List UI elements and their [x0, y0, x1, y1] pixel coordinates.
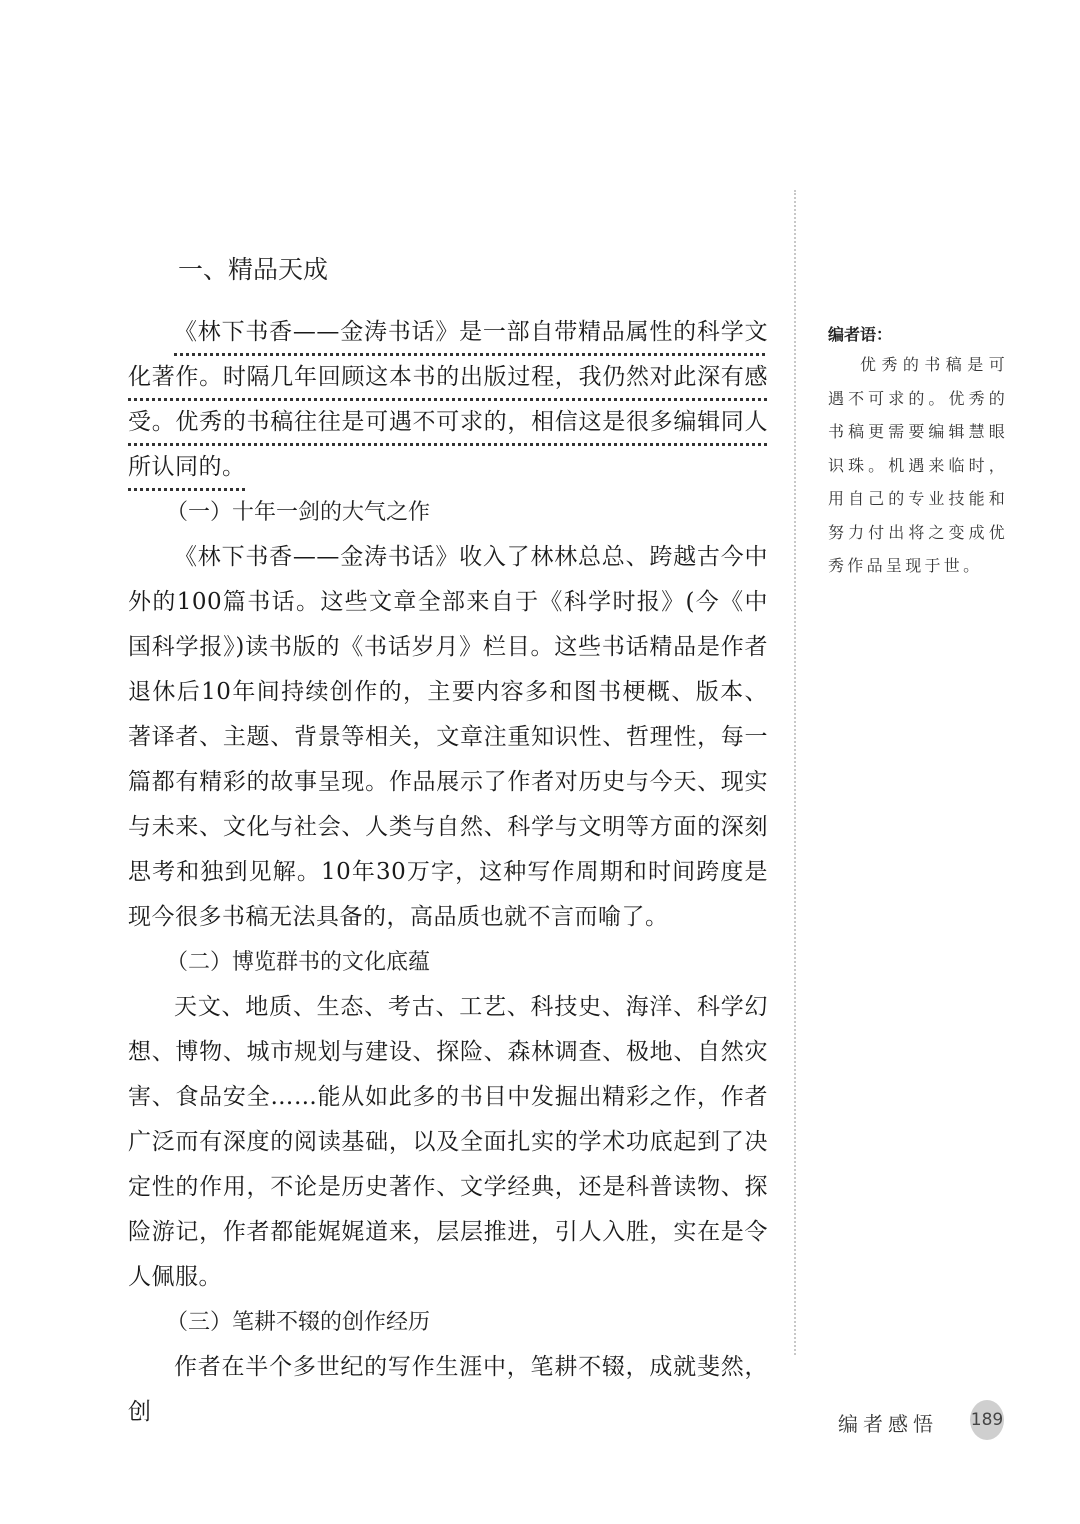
main-column	[128, 250, 768, 1435]
editor-note-text: 优秀的书稿是可遇不可求的。优秀的书稿更需要编辑慧眼识珠。机遇来临时，用自己的专业技能和努力付出将之变成优秀作品呈现于世。	[828, 355, 1008, 575]
subsection-heading-2: （二）博览群书的文化底蕴	[166, 950, 431, 975]
intro-paragraph: 《林下书香——金涛书话》是一部自带精品属性的科学文化著作。时隔几年回顾这本书的出版过程，我仍然对此深有感受。优秀的书稿往往是可遇不可求的，相信这是很多编辑同人所认同的。	[128, 319, 768, 480]
body-paragraph-1: 《林下书香——金涛书话》收入了林林总总、跨越古今中外的100篇书话。这些文章全部来自于《科学时报》(今《中国科学报》)读书版的《书话岁月》栏目。这些书话精品是作者退休后10年间持续创作的，主要内容多和图书梗概、版本、著译者、主题、背景等相关，文章注重知识性、哲理性，每一篇都有精彩的故事呈现。作品展示了作者对历史与今天、现实与未来、文化与社会、人类与自然、科学与文明等方面的深刻思考和独到见解。10年30万字，这种写作周期和时间跨度是现今很多书稿无法具备的，高品质也就不言而喻了。	[128, 544, 768, 930]
subsection-heading-3: （三）笔耕不辍的创作经历	[166, 1310, 431, 1335]
page-number: 189	[970, 1400, 1004, 1440]
margin-divider	[794, 190, 796, 1355]
body-paragraph-3: 作者在半个多世纪的写作生涯中，笔耕不辍，成就斐然，创	[128, 1354, 768, 1425]
subsection-heading-1: （一）十年一剑的大气之作	[166, 500, 431, 525]
body-paragraph-2: 天文、地质、生态、考古、工艺、科技史、海洋、科学幻想、博物、城市规划与建设、探险、森林调查、极地、自然灾害、食品安全……能从如此多的书目中发掘出精彩之作，作者广泛而有深度的阅读基础，以及全面扎实的学术功底起到了决定性的作用，不论是历史著作、文学经典，还是科普读物、探险游记，作者都能娓娓道来，层层推进，引人入胜，实在是令人佩服。	[128, 994, 768, 1290]
running-footer-label: 编者感悟	[838, 1412, 938, 1436]
editor-note	[828, 322, 1008, 583]
page-footer	[838, 1400, 1008, 1444]
section-title: 一、精品天成	[178, 255, 329, 284]
editor-note-label: 编者语：	[828, 325, 893, 344]
